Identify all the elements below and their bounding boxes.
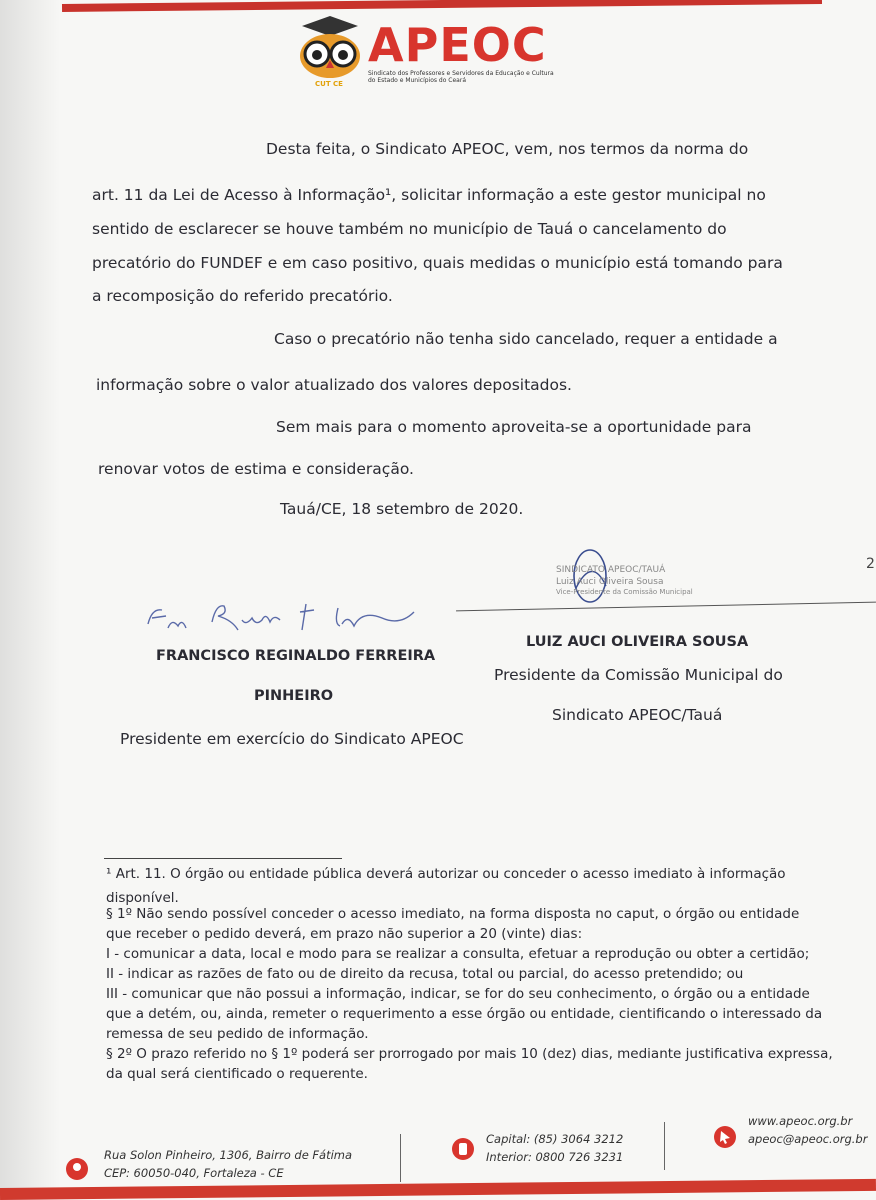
footnote-line: disponível. xyxy=(106,890,179,906)
brand-name: APEOC xyxy=(368,18,547,72)
paragraph-line: sentido de esclarecer se houve também no município de Tauá o cancelamento do xyxy=(92,220,727,238)
page-mark: 2 xyxy=(866,556,875,572)
footnote-line: que receber o pedido deverá, em prazo não superior a 20 (vinte) dias: xyxy=(106,926,583,942)
location-pin-icon xyxy=(66,1158,88,1180)
paragraph-line: Desta feita, o Sindicato APEOC, vem, nos termos da norma do xyxy=(266,140,749,158)
footer-separator xyxy=(664,1122,665,1170)
phone-icon xyxy=(452,1138,474,1160)
signer-right-role-1: Presidente da Comissão Municipal do xyxy=(494,666,783,684)
paragraph-line: precatório do FUNDEF e em caso positivo, quais medidas o município está tomando para xyxy=(92,254,783,272)
footer-separator xyxy=(400,1134,401,1182)
signer-left-role: Presidente em exercício do Sindicato APEOC xyxy=(120,730,464,748)
footnote-line: remessa de seu pedido de informação. xyxy=(106,1026,369,1042)
stamp-text: Vice-Presidente da Comissão Municipal xyxy=(556,588,693,596)
bottom-red-bar xyxy=(0,1179,876,1200)
footnote-rule xyxy=(104,858,342,859)
paragraph-line: informação sobre o valor atualizado dos valores depositados. xyxy=(96,376,572,394)
paragraph-line: renovar votos de estima e consideração. xyxy=(98,460,414,478)
footnote-line: I - comunicar a data, local e modo para se realizar a consulta, efetuar a reprodução ou obter a certidão; xyxy=(106,946,810,962)
cut-logo: CUT CE xyxy=(315,80,343,88)
stamp-text: Luiz Auci Oliveira Sousa xyxy=(556,577,664,587)
footnote-line: § 1º Não sendo possível conceder o acesso imediato, na forma disposta no caput, o órgão ou entidade xyxy=(106,906,800,922)
footer-address-2: CEP: 60050-040, Fortaleza - CE xyxy=(104,1166,284,1180)
footer-website[interactable]: www.apeoc.org.br xyxy=(748,1114,853,1128)
footnote-line: que a detém, ou, ainda, remeter o requerimento a esse órgão ou entidade, cientificando o interessado da xyxy=(106,1006,823,1022)
footnote-line: da qual será cientificado o requerente. xyxy=(106,1066,368,1082)
footnote-line: II - indicar as razões de fato ou de direito da recusa, total ou parcial, do acesso pretendido; ou xyxy=(106,966,744,982)
signer-right-name: LUIZ AUCI OLIVEIRA SOUSA xyxy=(526,634,749,650)
page-shadow xyxy=(0,0,60,1200)
letterhead xyxy=(296,14,556,96)
footer-phone-1: Capital: (85) 3064 3212 xyxy=(486,1132,624,1146)
cursor-web-icon xyxy=(714,1126,736,1148)
stamp-text: SINDICATO APEOC/TAUÁ xyxy=(556,565,666,575)
signer-left-name-1: FRANCISCO REGINALDO FERREIRA xyxy=(156,648,436,664)
footer-email[interactable]: apeoc@apeoc.org.br xyxy=(748,1132,868,1146)
signer-right-role-2: Sindicato APEOC/Tauá xyxy=(552,706,723,724)
footnote-line: III - comunicar que não possui a informação, indicar, se for do seu conhecimento, o órgão ou a entidade xyxy=(106,986,810,1002)
footer-phone-2: Interior: 0800 726 3231 xyxy=(486,1150,624,1164)
paragraph-line: Caso o precatório não tenha sido cancelado, requer a entidade a xyxy=(274,330,778,348)
top-red-bar xyxy=(62,0,822,12)
letter-date: Tauá/CE, 18 setembro de 2020. xyxy=(280,500,524,518)
footnote-line: ¹ Art. 11. O órgão ou entidade pública deverá autorizar ou conceder o acesso imediato à informação xyxy=(106,866,786,882)
footnote-line: § 2º O prazo referido no § 1º poderá ser prorrogado por mais 10 (dez) dias, mediante justificativa expressa, xyxy=(106,1046,833,1062)
stamp-image xyxy=(548,546,748,606)
owl-logo-icon xyxy=(296,14,364,84)
paragraph-line: a recomposição do referido precatório. xyxy=(92,287,393,305)
brand-subtitle: Sindicato dos Professores e Servidores da Educação e Cultura do Estado e Municípios do Ceará xyxy=(368,70,554,84)
paragraph-line: art. 11 da Lei de Acesso à Informação¹, solicitar informação a este gestor municipal no xyxy=(92,186,766,204)
handwritten-signature xyxy=(142,590,432,640)
paragraph-line: Sem mais para o momento aproveita-se a oportunidade para xyxy=(276,418,752,436)
footer-address-1: Rua Solon Pinheiro, 1306, Bairro de Fátima xyxy=(104,1148,353,1162)
signer-left-name-2: PINHEIRO xyxy=(254,688,334,704)
